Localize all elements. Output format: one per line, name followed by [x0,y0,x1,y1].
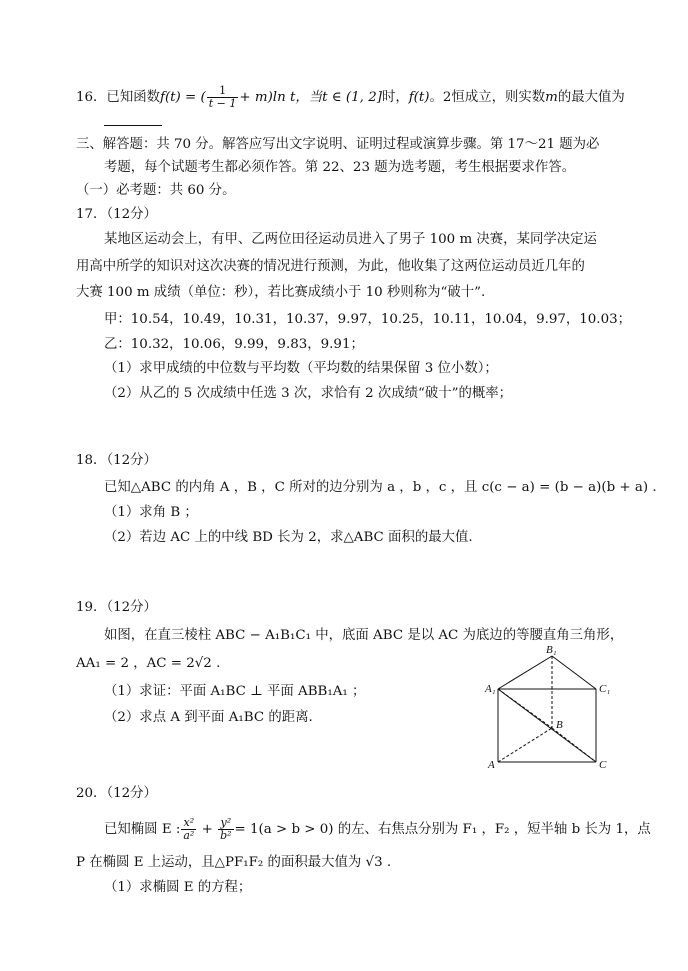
edge-b1-c1 [552,656,596,689]
q16-fraction [207,85,239,110]
q19-part2: （2）求点 A 到平面 A₁BC 的距离. [104,710,313,725]
q16-func-rest: + m)ln t，当 [239,90,323,105]
q18-part1: （1）求角 B ； [104,505,198,520]
label-c: C [599,759,607,771]
q16-text-c: 。2恒成立，则实数 [429,90,546,105]
section3-line1: 三、解答题：共 70 分。解答应写出文字说明、证明过程或演算步骤。第 17～21 题为必 [76,137,600,152]
q16-ineq: f(t) [408,90,430,105]
q20-a2: a² [183,829,195,842]
q20-part1: （1）求椭圆 E 的方程； [104,880,252,895]
q17-part1: （1）求甲成绩的中位数与平均数（平均数的结果保留 3 位小数）； [104,361,498,376]
q20-frac-y [218,817,233,842]
q17-yi-data: 乙：10.32，10.06，9.99，9.83，9.91； [104,337,364,352]
label-a1: A₁ [485,683,496,695]
q20-header: 20．（12分） [76,786,157,801]
section3-line2: 考题，每个试题考生都必须作答。第 22、23 题为选考题，考生根据要求作答。 [104,160,576,175]
q17-part2: （2）从乙的 5 次成绩中任选 3 次，求恰有 2 次成绩“破十”的概率； [104,386,513,401]
q17-para2: 用高中所学的知识对这次决赛的情况进行预测，为此，他收集了这两位运动员近几年的 [76,259,585,274]
label-b1: B₁ [546,644,557,656]
q20-stem-b: = 1(a > b > 0) 的左、右焦点分别为 F₁ ，F₂ ，短半轴 b 长为 1，点 [234,822,651,837]
q18-part2: （2）若边 AC 上的中线 BD 长为 2，求△ABC 面积的最大值. [104,530,473,545]
q16-answer-blank [104,113,162,133]
q17-jia-data: 甲：10.54，10.49，10.31，10.37，9.97，10.25，10.11，10.04，9.97，10.03； [104,312,631,327]
edge-a-b [498,728,552,762]
q16-func: f(t) = ( [160,90,206,105]
edge-a1-c [498,689,596,762]
prism-figure [484,644,624,776]
section3-subheader: （一）必考题：共 60 分。 [76,183,236,198]
q19-part1: （1）求证：平面 A₁BC ⊥ 平面 ABB₁A₁ ； [104,684,366,699]
q16-line [76,85,625,110]
q20-b2: b² [220,829,232,842]
q19-header: 19．（12分） [76,600,157,615]
edge-a1-b1 [498,656,552,689]
q17-para1: 某地区运动会上，有甲、乙两位田径运动员进入了男子 100 m 决赛，某同学决定运 [104,232,597,247]
q17-para3: 大赛 100 m 成绩（单位：秒），若比赛成绩小于 10 秒则称为“破十”. [76,285,486,300]
q16-frac-num: 1 [219,84,227,97]
q16-cond: t ∈ (1, 2] [322,90,382,105]
q17-header: 17．（12分） [76,207,157,222]
q18-header: 18．（12分） [76,453,157,468]
q19-stem: 如图，在直三棱柱 ABC − A₁B₁C₁ 中，底面 ABC 是以 AC 为底边的等腰直角三角形， [104,628,624,643]
q20-x2: x² [183,816,195,829]
q16-var-m: m [545,90,558,105]
q20-frac-x [181,817,196,842]
q20-y2: y² [220,816,232,829]
label-b: B [556,719,563,731]
q18-stem: 已知△ABC 的内角 A ，B ，C 所对的边分别为 a ，b ，c ，且 c(c − a) = (b − a)(b + a) . [104,480,657,495]
q20-stem-line2: P 在椭圆 E 上运动，且△PF₁F₂ 的面积最大值为 √3 . [76,855,392,870]
q16-text-b: 时， [381,90,409,105]
label-c1: C₁ [599,683,611,695]
q16-text-a: 16．已知函数 [76,90,160,105]
q20-stem-line1: 已知椭圆 E : $\frac{\text{x²}}{\text{a²}}$ + $\frac{\text{y²}}{\text{b²}}$ = 1(a > b > 0) 的左、右焦点分别为 F₁ ，F₂ ，短半轴 b 长为 1，点 [104,816,651,842]
q16-text-d: 的最大值为 [557,90,625,105]
label-a: A [488,759,495,771]
q20-stem-a: 已知椭圆 E : [104,822,181,837]
q19-given: AA₁ = 2 ，AC = 2√2 . [76,656,221,671]
q16-frac-den: t − 1 [208,97,237,110]
